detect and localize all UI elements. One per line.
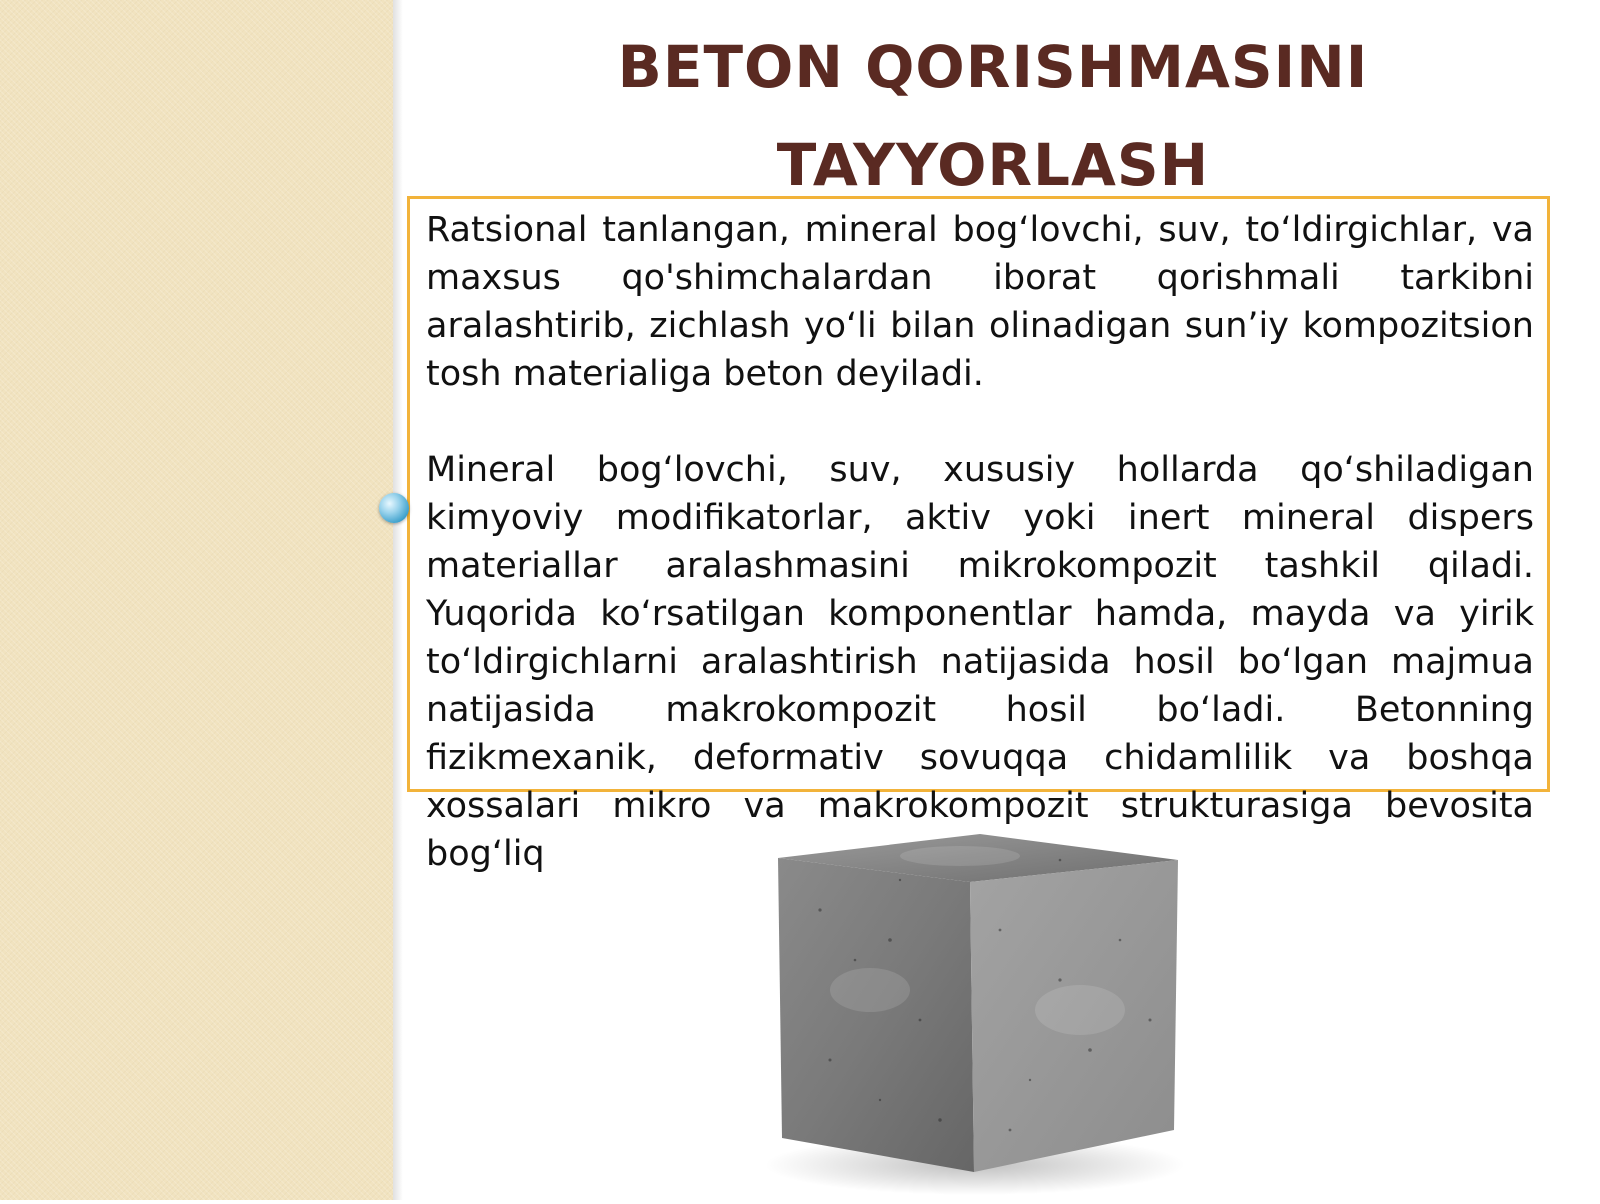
slide-title (403, 18, 1583, 214)
paragraph-definition: Ratsional tanlangan, mineral bog‘lovchi, suv, to‘ldirgichlar, va maxsus qo'shimchalardan iborat qorishmali tarkibni aralashtirib, zichlash yo‘li bilan olinadigan sun’iy kompozitsion tosh materialiga beton deyiladi. (426, 210, 1534, 394)
body-text (426, 206, 1534, 878)
paragraph-composition: Mineral bog‘lovchi, suv, xususiy hollarda qo‘shiladigan kimyoviy modifikatorlar, aktiv yoki inert mineral dispers materiallar aralashmasini mikrokompozit tashkil qiladi. Yuqorida ko‘rsatilgan komponentlar hamda, mayda va yirik to‘ldirgichlarni aralashtirish natijasida hosil bo‘lgan majmua natijasida makrokompozit hosil bo‘ladi. Betonning fizikmexanik, deformativ sovuqqa chidamlilik va boshqa xossalari mikro va makrokompozit strukturasiga bevosita bog‘liq (426, 450, 1534, 874)
title-line-1: BETON QORISHMASINI (617, 33, 1369, 101)
concrete-cube-icon (760, 820, 1190, 1200)
title-line-2: TAYYORLASH (776, 131, 1210, 199)
left-decorative-panel (0, 0, 393, 1200)
connector-dot-icon (379, 493, 409, 523)
panel-edge-shadow (393, 0, 403, 1200)
